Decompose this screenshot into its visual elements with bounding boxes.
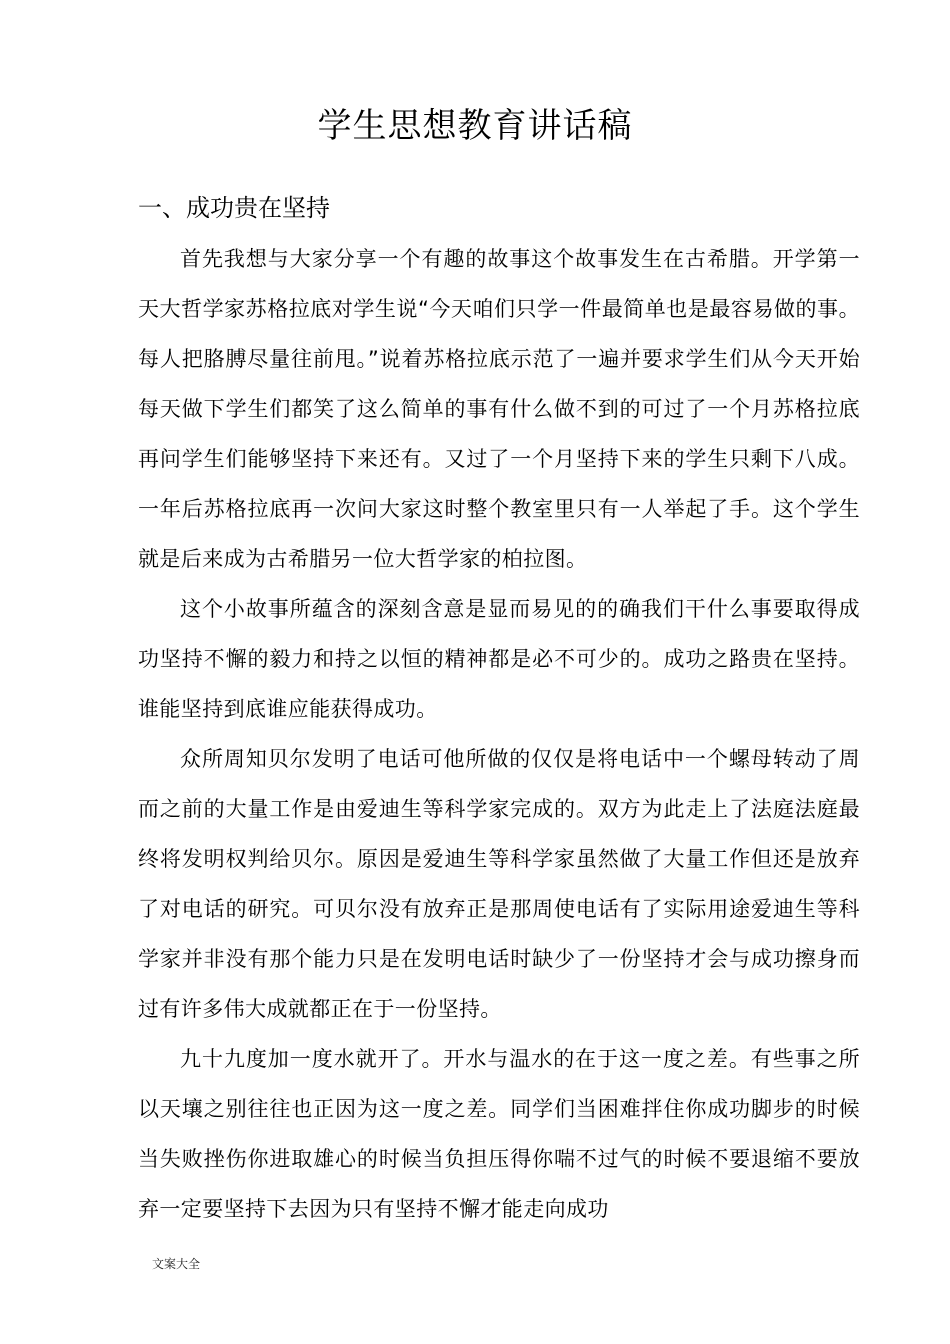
document-title: 学生思想教育讲话稿 [317,106,633,146]
paragraph-2: 这个小故事所蕴含的深刻含意是显而易见的的确我们干什么事要取得成功坚持不懈的毅力和持之以恒的精神都是必不可少的。成功之路贵在坚持。谁能坚持到底谁应能获得成功。 [138,597,860,721]
section-heading: 一、成功贵在坚持 [138,194,330,222]
paragraph-3: 众所周知贝尔发明了电话可他所做的仅仅是将电话中一个螺母转动了周而之前的大量工作是由爱迪生等科学家完成的。双方为此走上了法庭法庭最终将发明权判给贝尔。原因是爱迪生等科学家虽然做了大量工作但还是放弃了对电话的研究。可贝尔没有放弃正是那周使电话有了实际用途爱迪生等科学家并非没有那个能力只是在发明电话时缺少了一份坚持才会与成功擦身而过有许多伟大成就都正在于一份坚持。 [138,747,860,1021]
footer-note: 文案大全 [152,1257,201,1271]
section-body [138,234,860,1234]
paragraph-4: 九十九度加一度水就开了。开水与温水的在于这一度之差。有些事之所以天壤之别往往也正因为这一度之差。同学们当困难拌住你成功脚步的时候当失败挫伤你进取雄心的时候当负担压得你喘不过气的时候不要退缩不要放弃一定要坚持下去因为只有坚持不懈才能走向成功 [138,1047,860,1221]
paragraph-1: 首先我想与大家分享一个有趣的故事这个故事发生在古希腊。开学第一天大哲学家苏格拉底对学生说“今天咱们只学一件最简单也是最容易做的事。每人把胳膊尽量往前甩。”说着苏格拉底示范了一遍并要求学生们从今天开始每天做下学生们都笑了这么简单的事有什么做不到的可过了一个月苏格拉底再问学生们能够坚持下来还有。又过了一个月坚持下来的学生只剩下八成。一年后苏格拉底再一次问大家这时整个教室里只有一人举起了手。这个学生就是后来成为古希腊另一位大哲学家的柏拉图。 [138,247,860,571]
